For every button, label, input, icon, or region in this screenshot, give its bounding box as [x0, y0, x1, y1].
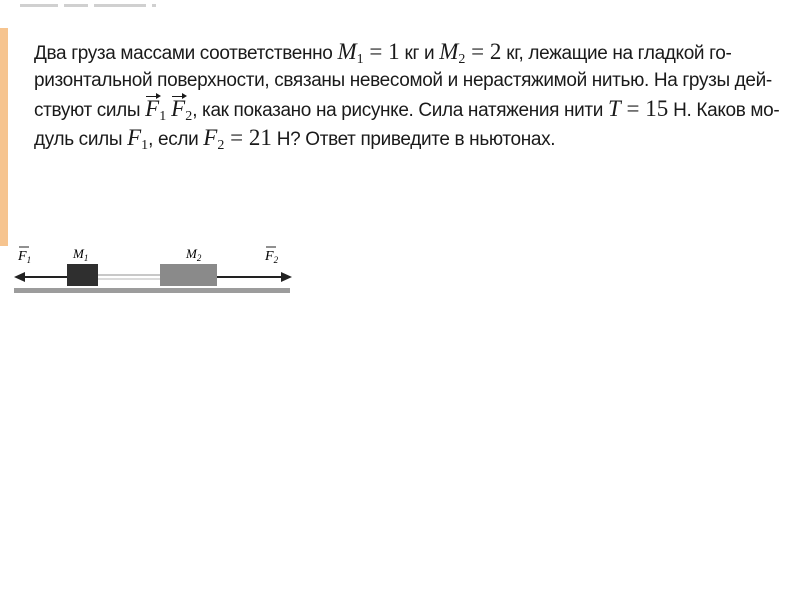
text-fragment: Н. Каков мо-	[668, 100, 780, 121]
problem-line-2: ризонтальной поверхности, связаны невесомой и нерастяжимой нитью. На грузы дей-	[34, 69, 772, 91]
blocks-diagram	[10, 238, 300, 300]
block-m1	[67, 264, 98, 286]
problem-line-3	[34, 95, 780, 124]
problem-line-4	[34, 124, 764, 153]
force-f2-vector: $F_2$	[171, 96, 193, 124]
cropped-header-remnant	[20, 0, 180, 10]
text-fragment: кг и	[399, 43, 440, 64]
accent-bar	[0, 28, 8, 246]
text-fragment: дуль силы	[34, 128, 128, 150]
label-m2: $M_2$	[186, 246, 202, 263]
tension-formula: T = 15	[607, 96, 669, 121]
force-f2-arrow-head	[281, 272, 292, 282]
horizontal-surface	[14, 288, 290, 293]
label-f1: $F_1$	[18, 249, 32, 265]
problem-line-1	[34, 38, 764, 67]
label-f2: $F_2$	[265, 249, 279, 265]
force-f1-modulus: $F_1$	[127, 124, 149, 153]
mass-m1-formula: $M_1 = 1$	[337, 39, 400, 67]
mass-m2-formula: $M_2 = 2$	[439, 39, 502, 67]
text-fragment: кг, лежащие на гладкой го-	[501, 43, 732, 64]
force-f1-arrow-head	[14, 272, 25, 282]
text-fragment: Два груза массами соответственно	[34, 43, 338, 64]
problem-statement	[34, 38, 780, 153]
text-fragment: , как показано на рисунке. Сила натяжения нити	[192, 100, 608, 121]
text-fragment: , если	[148, 128, 204, 150]
text-fragment: Н? Ответ приведите в ньютонах.	[271, 128, 556, 150]
block-m2	[160, 264, 217, 286]
force-f2-formula: $F_2 = 21$	[203, 124, 272, 153]
label-m1: $M_1$	[73, 246, 89, 263]
text-fragment: ствуют силы	[34, 100, 146, 121]
force-f1-vector: $F_1$	[145, 96, 167, 124]
